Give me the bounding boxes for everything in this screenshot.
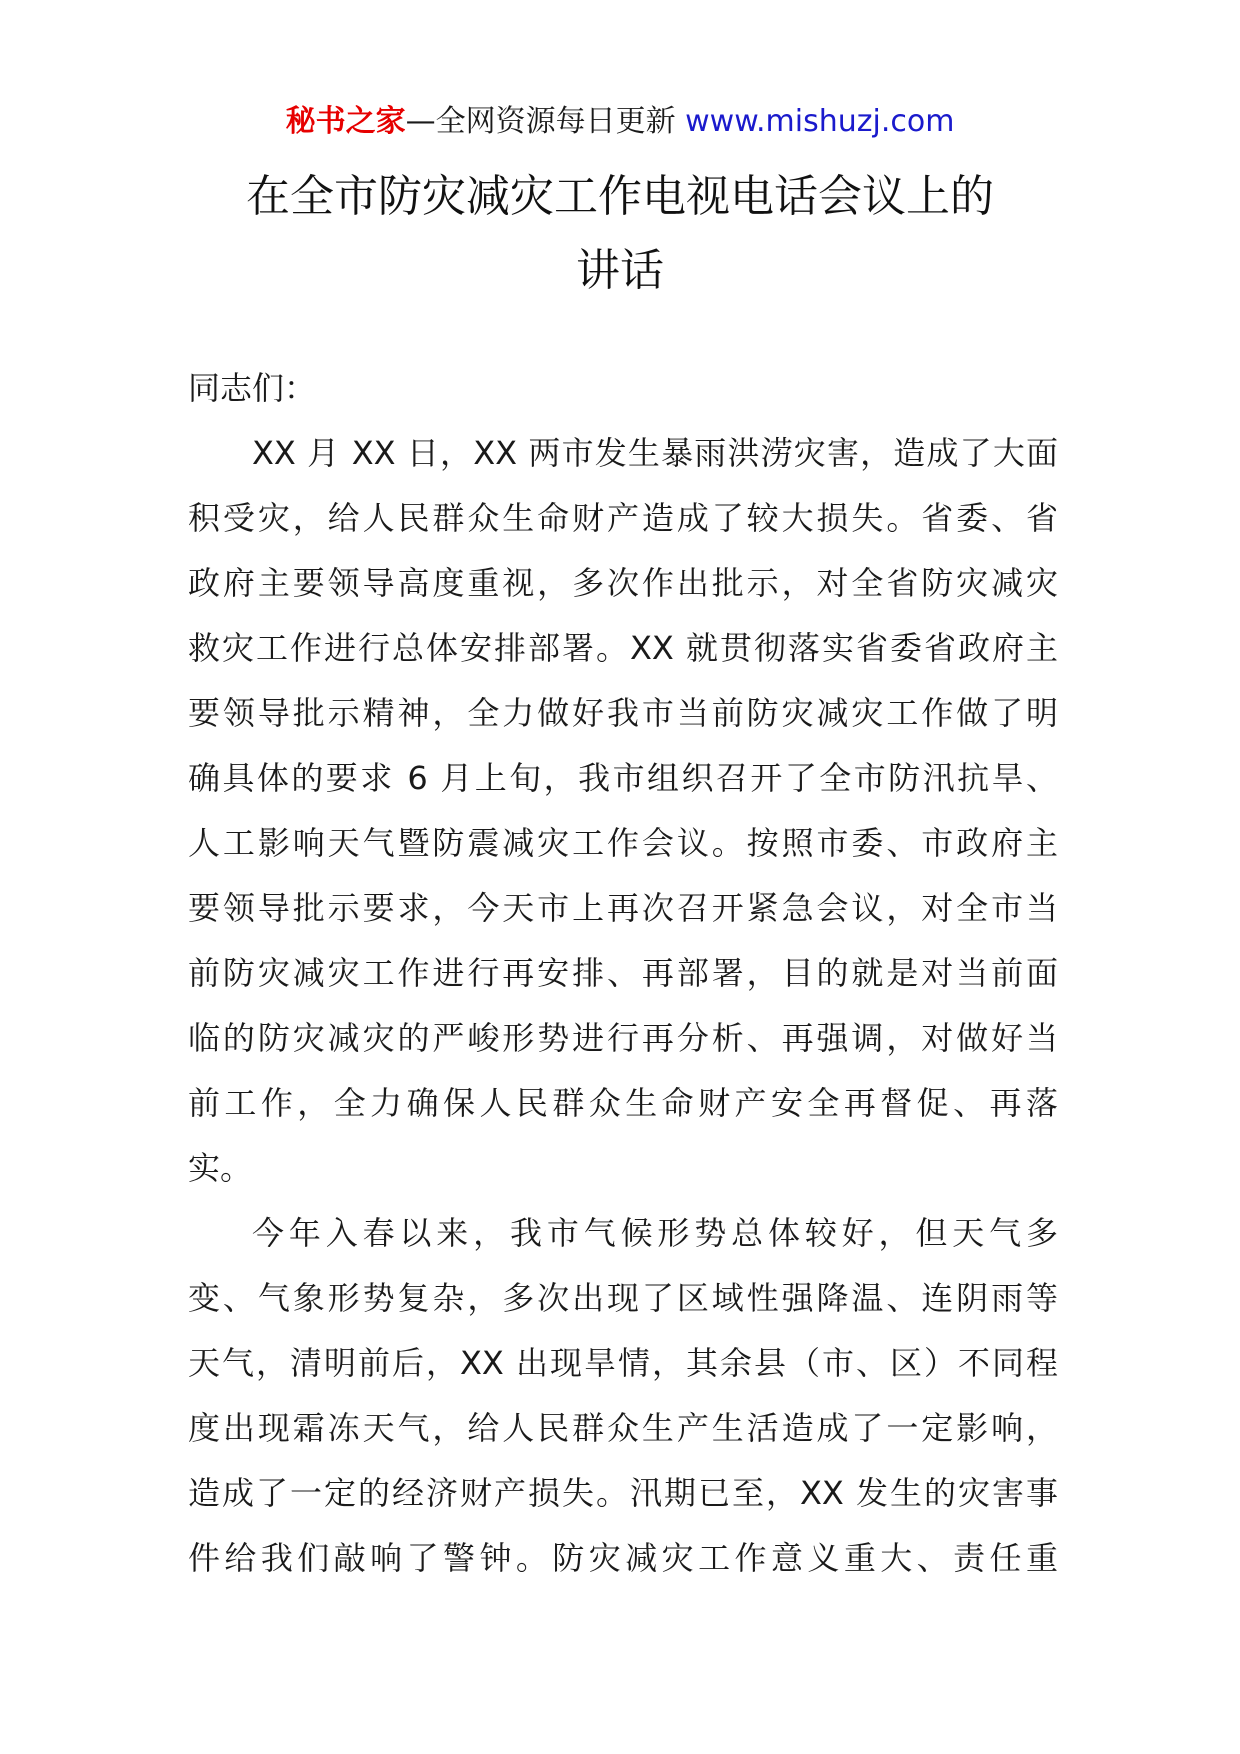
document-body	[188, 356, 1058, 1591]
paragraph-line: 造成了一定的经济财产损失。汛期已至，XX 发生的灾害事	[188, 1474, 1058, 1512]
paragraph-line: 实。	[188, 1149, 253, 1187]
paragraph-line: 前防灾减灾工作进行再安排、再部署，目的就是对当前面	[188, 954, 1058, 992]
paragraph-line: 积受灾，给人民群众生命财产造成了较大损失。省委、省	[188, 499, 1058, 537]
paragraph-line: 确具体的要求 6 月上旬，我市组织召开了全市防汛抗旱、	[188, 759, 1058, 797]
salutation: 同志们：	[188, 369, 317, 407]
paragraph-line: XX 月 XX 日，XX 两市发生暴雨洪涝灾害，造成了大面	[252, 434, 1058, 472]
paragraph-line: 政府主要领导高度重视，多次作出批示，对全省防灾减灾	[188, 564, 1058, 602]
paragraph-1	[188, 421, 1058, 1201]
paragraph-line: 救灾工作进行总体安排部署。XX 就贯彻落实省委省政府主	[188, 629, 1058, 667]
title-line-1: 在全市防灾减灾工作电视电话会议上的	[246, 171, 994, 222]
brand-name: 秘书之家	[285, 104, 406, 139]
site-link[interactable]: www.mishuzj.com	[685, 104, 955, 139]
document-title	[0, 160, 1240, 308]
paragraph-line: 度出现霜冻天气，给人民群众生产生活造成了一定影响，	[188, 1409, 1058, 1447]
paragraph-line: 件给我们敲响了警钟。防灾减灾工作意义重大、责任重	[188, 1539, 1058, 1577]
paragraph-line: 今年入春以来，我市气候形势总体较好，但天气多	[252, 1214, 1058, 1252]
paragraph-line: 要领导批示精神，全力做好我市当前防灾减灾工作做了明	[188, 694, 1058, 732]
header-slogan: —全网资源每日更新	[405, 104, 686, 139]
title-line-2: 讲话	[576, 245, 664, 296]
paragraph-2	[188, 1201, 1058, 1591]
paragraph-line: 前工作，全力确保人民群众生命财产安全再督促、再落	[188, 1084, 1058, 1122]
paragraph-line: 要领导批示要求，今天市上再次召开紧急会议，对全市当	[188, 889, 1058, 927]
paragraph-line: 人工影响天气暨防震减灾工作会议。按照市委、市政府主	[188, 824, 1058, 862]
header-banner	[0, 100, 1240, 144]
paragraph-line: 变、气象形势复杂，多次出现了区域性强降温、连阴雨等	[188, 1279, 1058, 1317]
paragraph-line: 天气，清明前后，XX 出现旱情，其余县（市、区）不同程	[188, 1344, 1058, 1382]
paragraph-line: 临的防灾减灾的严峻形势进行再分析、再强调，对做好当	[188, 1019, 1058, 1057]
